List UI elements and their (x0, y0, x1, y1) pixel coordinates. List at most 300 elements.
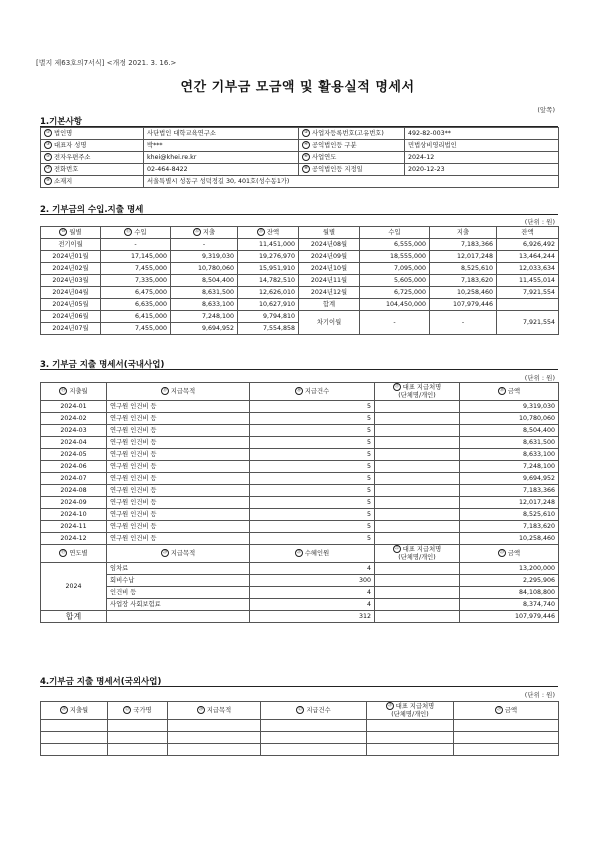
income-cell: 7,455,000 (101, 263, 171, 275)
income-cell: 17,145,000 (101, 251, 171, 263)
empty-cell (261, 732, 367, 744)
payee-cell (375, 611, 460, 623)
month-cell: 2024년12월 (299, 287, 360, 299)
field-label (41, 128, 144, 140)
payee-cell (375, 509, 460, 521)
amount-cell: 7,183,366 (460, 485, 559, 497)
purpose-cell: 연구원 인건비 등 (107, 521, 250, 533)
label-text: 금액 (507, 388, 521, 395)
count-cell: 5 (250, 449, 375, 461)
month-cell: 2024년04월 (41, 287, 101, 299)
label-text: 지출 (456, 229, 470, 236)
column-header (250, 383, 375, 401)
page-side-label: (앞쪽) (537, 106, 555, 114)
expense-cell: 8,525,610 (430, 263, 497, 275)
income-cell: 6,555,000 (360, 239, 430, 251)
balance-cell (497, 299, 559, 311)
count-cell: 5 (250, 521, 375, 533)
column-header (375, 545, 460, 563)
month-cell: 2024-08 (41, 485, 107, 497)
label-text: 국가명 (133, 707, 152, 714)
payee-cell (375, 413, 460, 425)
income-cell: - (360, 311, 430, 335)
payee-cell (375, 587, 460, 599)
field-value: 박*** (144, 140, 299, 152)
month-cell: 2024년06월 (41, 311, 101, 323)
label-text: 대표 지급처명 (402, 546, 442, 553)
count-cell: 5 (250, 461, 375, 473)
basic-info-row (41, 164, 559, 176)
label-text: 공익법인등 지정일 (312, 166, 363, 173)
balance-cell: 10,627,910 (238, 299, 299, 311)
column-header (430, 227, 497, 239)
purpose-cell: 사업장 사회보험료 (107, 599, 250, 611)
purpose-cell: 연구원 인건비 등 (107, 449, 250, 461)
month-cell: 2024년11월 (299, 275, 360, 287)
circled-number: ② (303, 130, 309, 135)
circled-number: ⑧ (303, 166, 309, 171)
column-header (454, 702, 559, 720)
income-cell: 6,475,000 (101, 287, 171, 299)
table-row (41, 437, 559, 449)
field-value: khei@khei.re.kr (144, 152, 299, 164)
column-header (168, 702, 261, 720)
label-text: 월별 (322, 229, 336, 236)
label-text: 수입 (388, 229, 401, 236)
label-text: 소재지 (54, 178, 73, 185)
balance-cell: 12,626,010 (238, 287, 299, 299)
month-cell: 합계 (299, 299, 360, 311)
expense-cell: 8,504,400 (171, 275, 238, 287)
income-cell: 6,725,000 (360, 287, 430, 299)
table-row (41, 461, 559, 473)
circled-number: ⑩ (61, 229, 66, 234)
count-cell: 5 (250, 497, 375, 509)
circled-number: ㉖ (198, 707, 204, 712)
column-header (250, 545, 375, 563)
year-cell: 2024 (41, 563, 107, 611)
circled-number: ⑬ (258, 229, 264, 234)
label-text: 대표 지급처명 (402, 384, 442, 391)
column-header (171, 227, 238, 239)
purpose-cell: 인건비 등 (107, 587, 250, 599)
field-value: 02-464-8422 (144, 164, 299, 176)
table-row (41, 599, 559, 611)
empty-cell (108, 732, 168, 744)
income-expense-table (40, 226, 559, 335)
amount-cell: 84,108,800 (460, 587, 559, 599)
column-header (299, 227, 360, 239)
count-cell: 5 (250, 401, 375, 413)
label-text: 수입 (134, 229, 147, 236)
beneficiaries-cell: 300 (250, 575, 375, 587)
table-row (41, 533, 559, 545)
field-label (299, 128, 405, 140)
month-cell: 2024년02월 (41, 263, 101, 275)
column-header (107, 545, 250, 563)
circled-number: ㉒ (394, 546, 399, 551)
section2-title: 2. 기부금의 수입.지출 명세 (40, 205, 144, 215)
table-row (41, 311, 559, 323)
circled-number: ④ (303, 142, 309, 147)
month-cell: 2024-04 (41, 437, 107, 449)
field-value: 492-82-003** (405, 128, 559, 140)
field-label (41, 140, 144, 152)
circled-number: ⑤ (45, 154, 51, 159)
purpose-cell (107, 611, 250, 623)
label-text: 금액 (507, 550, 521, 557)
empty-cell (168, 744, 261, 756)
income-cell: 6,635,000 (101, 299, 171, 311)
month-cell: 2024-11 (41, 521, 107, 533)
basic-info-row (41, 128, 559, 140)
circled-number: ⑲ (61, 550, 66, 555)
expense-cell: 8,631,500 (171, 287, 238, 299)
income-cell: 6,415,000 (101, 311, 171, 323)
label-text: 지급건수 (306, 707, 331, 714)
amount-cell: 12,017,248 (460, 497, 559, 509)
overseas-expense-table (40, 701, 559, 756)
beneficiaries-cell: 312 (250, 611, 375, 623)
amount-cell: 7,248,100 (460, 461, 559, 473)
empty-cell (41, 720, 108, 732)
balance-cell: 6,926,492 (497, 239, 559, 251)
label-text: 지급건수 (304, 388, 330, 395)
section3-title: 3. 기부금 지출 명세서(국내사업) (40, 360, 165, 370)
amount-cell: 8,504,400 (460, 425, 559, 437)
label-text: 지급목적 (170, 550, 196, 557)
purpose-cell: 연구원 인건비 등 (107, 461, 250, 473)
field-value: 서울특별시 성동구 성덕정길 30, 401호(성수동1가) (144, 176, 559, 188)
table-row (41, 521, 559, 533)
circled-number: ⑫ (194, 229, 200, 234)
amount-cell: 10,258,460 (460, 533, 559, 545)
circled-number: ⑳ (162, 550, 168, 555)
circled-number: ⑪ (126, 229, 131, 234)
purpose-cell: 연구원 인건비 등 (107, 413, 250, 425)
amount-cell: 10,780,060 (460, 413, 559, 425)
expense-cell: 9,694,952 (171, 323, 238, 335)
table-row (41, 425, 559, 437)
empty-cell (367, 744, 454, 756)
month-cell: 2024-05 (41, 449, 107, 461)
month-cell: 2024-03 (41, 425, 107, 437)
label-text: 연도별 (69, 550, 88, 557)
income-cell: 7,455,000 (101, 323, 171, 335)
income-cell: 7,335,000 (101, 275, 171, 287)
payee-cell (375, 401, 460, 413)
payee-cell (375, 575, 460, 587)
column-header (41, 702, 108, 720)
month-cell: 2024년01월 (41, 251, 101, 263)
empty-cell (168, 732, 261, 744)
field-label (41, 176, 144, 188)
expense-cell: 107,979,446 (430, 299, 497, 311)
table-row (41, 509, 559, 521)
empty-cell (454, 720, 559, 732)
balance-cell: 9,794,810 (238, 311, 299, 323)
circled-number: ⑰ (394, 384, 399, 389)
table-header-row (41, 702, 559, 720)
circled-number: ㉘ (387, 703, 392, 708)
table-row (41, 497, 559, 509)
purpose-cell: 연구원 인건비 등 (107, 509, 250, 521)
circled-number: ⑱ (499, 388, 505, 393)
expense-cell: 9,319,030 (171, 251, 238, 263)
label-text: 지출 (202, 229, 216, 236)
circled-number: ⑥ (303, 154, 309, 159)
column-header (41, 383, 107, 401)
label-text: 대표자 성명 (54, 142, 87, 149)
purpose-cell: 연구원 인건비 등 (107, 401, 250, 413)
payee-cell (375, 461, 460, 473)
month-cell: 2024-06 (41, 461, 107, 473)
column-header (101, 227, 171, 239)
label-text: 잔액 (521, 229, 534, 236)
payee-cell (375, 449, 460, 461)
expense-cell: 7,183,620 (430, 275, 497, 287)
table-row (41, 299, 559, 311)
amount-cell: 8,374,740 (460, 599, 559, 611)
balance-cell: 14,782,510 (238, 275, 299, 287)
column-header (238, 227, 299, 239)
section4-title: 4.기부금 지출 명세서(국외사업) (40, 677, 162, 687)
table-row (41, 744, 559, 756)
amount-cell: 8,633,100 (460, 449, 559, 461)
purpose-cell: 연구원 인건비 등 (107, 533, 250, 545)
label-text: 대표 지급처명 (395, 703, 435, 710)
empty-cell (41, 732, 108, 744)
purpose-cell: 연구원 인건비 등 (107, 485, 250, 497)
amount-cell: 9,319,030 (460, 401, 559, 413)
month-cell: 2024년10월 (299, 263, 360, 275)
payee-cell (375, 473, 460, 485)
section1-title: 1.기본사항 (40, 117, 82, 127)
label-subtext: (단체명/개인) (391, 711, 429, 718)
amount-cell: 2,295,906 (460, 575, 559, 587)
empty-cell (108, 720, 168, 732)
table-row (41, 239, 559, 251)
table-row (41, 287, 559, 299)
balance-cell: 12,033,634 (497, 263, 559, 275)
column-header (360, 227, 430, 239)
month-cell: 2024년03월 (41, 275, 101, 287)
payee-cell (375, 533, 460, 545)
expense-cell: 10,780,060 (171, 263, 238, 275)
purpose-cell: 임차료 (107, 563, 250, 575)
table-row (41, 587, 559, 599)
label-text: 지급목적 (170, 388, 196, 395)
balance-cell: 19,276,970 (238, 251, 299, 263)
balance-cell: 11,451,000 (238, 239, 299, 251)
field-label (299, 152, 405, 164)
form-header-note: [별지 제63호의7서식] <개정 2021. 3. 16.> (36, 59, 177, 67)
purpose-cell: 연구원 인건비 등 (107, 497, 250, 509)
month-cell: 2024-09 (41, 497, 107, 509)
table-row (41, 275, 559, 287)
label-text: 공익법인등 구분 (312, 142, 357, 149)
label-text: 지출월 (69, 388, 88, 395)
income-cell: 18,555,000 (360, 251, 430, 263)
expense-cell: 7,183,366 (430, 239, 497, 251)
balance-cell: 7,554,858 (238, 323, 299, 335)
balance-cell: 13,464,244 (497, 251, 559, 263)
payee-cell (375, 521, 460, 533)
empty-cell (168, 720, 261, 732)
beneficiaries-cell: 4 (250, 587, 375, 599)
count-cell: 5 (250, 425, 375, 437)
field-label (41, 152, 144, 164)
basic-info-row (41, 152, 559, 164)
carry-label-cell: 차기이월 (299, 311, 360, 335)
table-row (41, 413, 559, 425)
label-text: 전화번호 (54, 166, 79, 173)
balance-cell: 7,921,554 (497, 287, 559, 299)
count-cell: 5 (250, 509, 375, 521)
basic-info-table (40, 127, 559, 188)
table-row (41, 251, 559, 263)
column-header (460, 383, 559, 401)
empty-cell (261, 720, 367, 732)
column-header (261, 702, 367, 720)
month-cell: 2024년05월 (41, 299, 101, 311)
column-header (41, 545, 107, 563)
circled-number: ③ (45, 142, 51, 147)
table-row (41, 485, 559, 497)
table-row (41, 449, 559, 461)
amount-cell: 13,200,000 (460, 563, 559, 575)
payee-cell (375, 437, 460, 449)
count-cell: 5 (250, 533, 375, 545)
label-text: 잔액 (266, 229, 280, 236)
domestic-expense-table (40, 382, 559, 623)
field-value: 민법상비영리법인 (405, 140, 559, 152)
amount-cell: 8,631,500 (460, 437, 559, 449)
payee-cell (375, 425, 460, 437)
circled-number: ㉙ (496, 707, 502, 712)
purpose-cell: 연구원 인건비 등 (107, 473, 250, 485)
field-label (41, 164, 144, 176)
month-cell: 2024-02 (41, 413, 107, 425)
section3-unit: (단위 : 원) (524, 374, 555, 382)
amount-cell: 9,694,952 (460, 473, 559, 485)
section2-unit: (단위 : 원) (524, 218, 555, 226)
month-cell: 2024-10 (41, 509, 107, 521)
table-row (41, 263, 559, 275)
field-value: 사단법인 대학교육연구소 (144, 128, 299, 140)
page-title: 연간 기부금 모금액 및 활용실적 명세서 (180, 80, 415, 95)
expense-cell: 8,633,100 (171, 299, 238, 311)
circled-number: ⑦ (45, 166, 51, 171)
circled-number: ⑨ (45, 178, 51, 183)
column-header (497, 227, 559, 239)
income-cell: 104,450,000 (360, 299, 430, 311)
circled-number: ⑭ (61, 388, 66, 393)
label-text: 월별 (69, 229, 82, 236)
circled-number: ⑮ (162, 388, 168, 393)
table-header-row (41, 227, 559, 239)
label-text: 법인명 (54, 130, 73, 137)
month-cell: 2024-07 (41, 473, 107, 485)
expense-cell: 7,248,100 (171, 311, 238, 323)
total-label-cell: 합계 (41, 611, 107, 623)
label-text: 금액 (504, 707, 518, 714)
table-row (41, 401, 559, 413)
circled-number: ㉕ (125, 707, 130, 712)
beneficiaries-cell: 4 (250, 563, 375, 575)
empty-cell (108, 744, 168, 756)
payee-cell (375, 497, 460, 509)
month-cell: 2024-12 (41, 533, 107, 545)
month-cell: 2024년07월 (41, 323, 101, 335)
empty-cell (41, 744, 108, 756)
label-subtext: (단체명/개인) (398, 392, 436, 399)
amount-cell: 7,183,620 (460, 521, 559, 533)
balance-cell: 7,921,554 (497, 311, 559, 335)
label-text: 사업연도 (312, 154, 337, 161)
circled-number: ㉔ (61, 707, 67, 712)
circled-number: ⑯ (296, 388, 302, 393)
circled-number: ㉑ (296, 550, 302, 555)
field-value: 2020-12-23 (405, 164, 559, 176)
count-cell: 5 (250, 437, 375, 449)
field-label (299, 140, 405, 152)
label-text: 지출월 (69, 707, 89, 714)
month-cell: 전기이월 (41, 239, 101, 251)
label-text: 지급목적 (206, 707, 232, 714)
table-header-row (41, 383, 559, 401)
empty-cell (261, 744, 367, 756)
table-row (41, 732, 559, 744)
field-label (299, 164, 405, 176)
label-text: 수혜인원 (304, 550, 330, 557)
month-cell: 2024년09월 (299, 251, 360, 263)
count-cell: 5 (250, 473, 375, 485)
empty-cell (367, 732, 454, 744)
column-header (41, 227, 101, 239)
expense-cell: 12,017,248 (430, 251, 497, 263)
basic-info-row (41, 176, 559, 188)
count-cell: 5 (250, 485, 375, 497)
column-header (108, 702, 168, 720)
circled-number: ㉓ (499, 550, 505, 555)
income-cell: - (101, 239, 171, 251)
field-value: 2024-12 (405, 152, 559, 164)
circled-number: ① (45, 130, 51, 135)
income-cell: 7,095,000 (360, 263, 430, 275)
empty-cell (454, 744, 559, 756)
balance-cell: 11,455,014 (497, 275, 559, 287)
empty-cell (367, 720, 454, 732)
payee-cell (375, 485, 460, 497)
label-text: 전자우편주소 (54, 154, 91, 161)
column-header (367, 702, 454, 720)
income-cell: 5,605,000 (360, 275, 430, 287)
month-cell: 2024년08월 (299, 239, 360, 251)
label-text: 사업자등록번호(고유번호) (312, 130, 384, 137)
column-header (460, 545, 559, 563)
expense-cell: 10,258,460 (430, 287, 497, 299)
month-cell: 2024-01 (41, 401, 107, 413)
expense-cell: - (171, 239, 238, 251)
empty-cell (454, 732, 559, 744)
expense-cell: - (430, 311, 497, 335)
total-row (41, 611, 559, 623)
label-subtext: (단체명/개인) (398, 554, 436, 561)
table-header-row (41, 545, 559, 563)
purpose-cell: 연구원 인건비 등 (107, 437, 250, 449)
table-row (41, 720, 559, 732)
